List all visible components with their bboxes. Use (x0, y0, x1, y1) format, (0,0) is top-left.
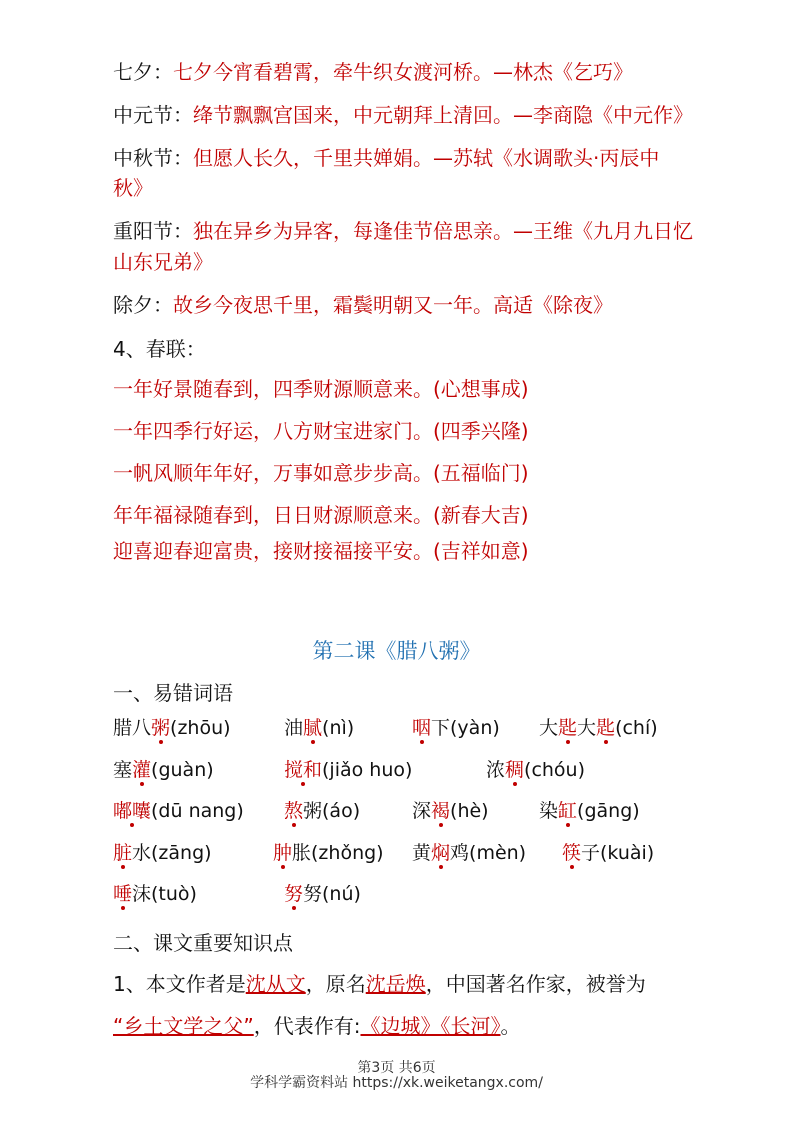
word-item: 浓稠(chóu) (486, 759, 586, 781)
festival-zhongqiu (113, 144, 659, 172)
section-title-key-points: 二、课文重要知识点 (113, 931, 293, 955)
festival-zhongqiu-cont: 秋》 (113, 176, 153, 200)
word-item: 塞灌(guàn) (113, 759, 214, 781)
word-item: 肿胀(zhǒng) (273, 842, 384, 864)
lesson-title: 第二课《腊八粥》 (312, 639, 481, 663)
word-item: 脏水(zāng) (113, 842, 212, 864)
couplet-line: 一年四季行好运，八方财宝进家门。(四季兴隆) (113, 419, 529, 443)
couplet-line: 一年好景随春到，四季财源顺意来。(心想事成) (113, 377, 529, 401)
festival-name: 重阳节： (113, 219, 193, 243)
festival-name: 七夕： (113, 60, 173, 84)
word-item: 嘟囔(dū nang) (113, 800, 244, 822)
festival-zhongyuan (113, 101, 693, 129)
festival-poem: 独在异乡为异客，每逢佳节倍思亲。—王维《九月九日忆 (193, 219, 693, 243)
word-item: 努努(nú) (284, 883, 361, 905)
couplets-title: 4、春联： (113, 337, 206, 361)
page-number: 第3页 共6页 (357, 1060, 436, 1076)
festival-poem: 故乡今夜思千里，霜鬓明朝又一年。高适《除夜》 (173, 293, 613, 317)
festival-chongyang-cont: 山东兄弟》 (113, 250, 213, 274)
section-title-mistake-words: 一、易错词语 (113, 681, 233, 705)
word-item: 咽下(yàn) (412, 717, 500, 739)
word-item: 黄焖鸡(mèn) (412, 842, 527, 864)
couplet-line: 年年福禄随春到，日日财源顺意来。(新春大吉) (113, 503, 529, 527)
festival-poem: 七夕今宵看碧霄，牵牛织女渡河桥。—林杰《乞巧》 (173, 60, 633, 84)
festival-name: 中秋节： (113, 146, 193, 170)
word-item: 筷子(kuài) (562, 842, 655, 864)
word-item: 油腻(nì) (284, 717, 355, 739)
word-item: 腊八粥(zhōu) (113, 717, 231, 739)
word-item: 染缸(gāng) (539, 800, 640, 822)
word-item: 深褐(hè) (412, 800, 489, 822)
festival-poem: 但愿人长久，千里共婵娟。—苏轼《水调歌头·丙辰中 (193, 146, 660, 170)
word-item: 熬粥(áo) (284, 800, 361, 822)
festival-chuxi (113, 291, 613, 319)
point-1: 1、本文作者是沈从文，原名沈岳焕，中国著名作家，被誉为 (113, 972, 646, 996)
word-item: 搅和(jiǎo huo) (284, 759, 413, 781)
word-item: 大匙大匙(chí) (539, 717, 658, 739)
festival-qixi (113, 58, 633, 86)
festival-poem: 绛节飘飘宫国来，中元朝拜上清回。—李商隐《中元作》 (193, 103, 693, 127)
festival-name: 除夕： (113, 293, 173, 317)
couplet-line: 迎喜迎春迎富贵，接财接福接平安。(吉祥如意) (113, 539, 529, 563)
point-1-cont: “乡土文学之父”，代表作有:《边城》《长河》。 (113, 1014, 521, 1038)
festival-chongyang (113, 217, 693, 245)
footer-watermark: 学科学霸资料站 https://xk.weiketangx.com/ (250, 1075, 543, 1091)
couplet-line: 一帆风顺年年好，万事如意步步高。(五福临门) (113, 461, 529, 485)
word-item: 唾沫(tuò) (113, 883, 197, 905)
festival-name: 中元节： (113, 103, 193, 127)
